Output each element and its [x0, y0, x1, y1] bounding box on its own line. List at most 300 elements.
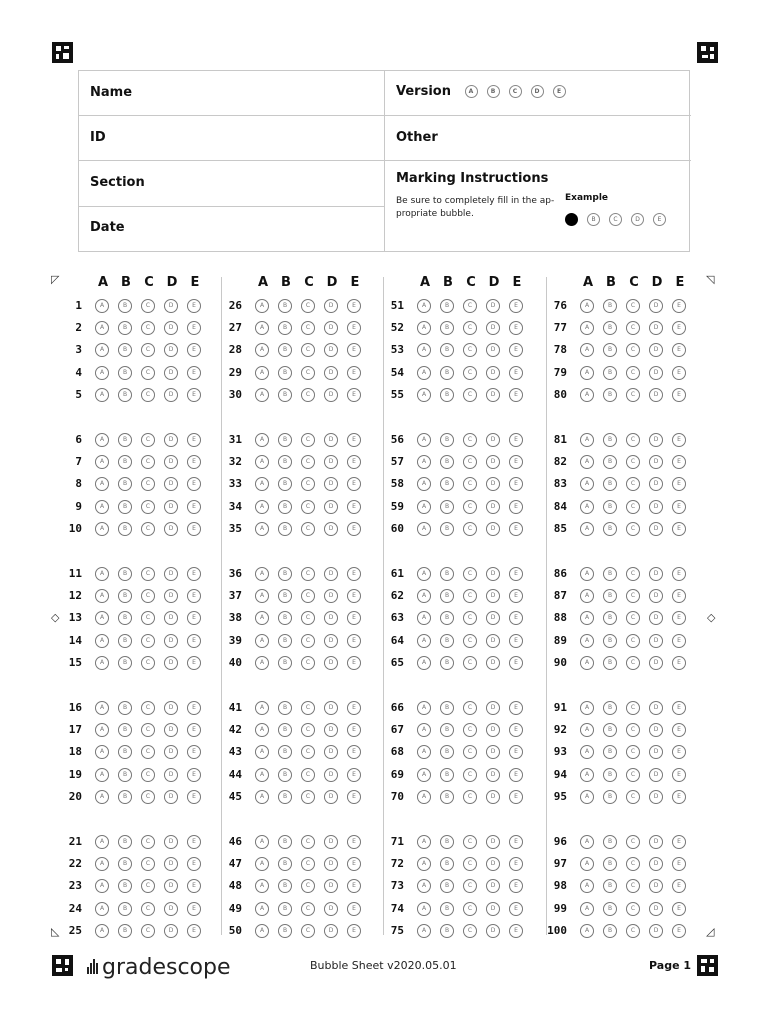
answer-bubble-35-d[interactable]: D: [324, 522, 338, 536]
answer-bubble-42-d[interactable]: D: [324, 723, 338, 737]
answer-bubble-28-a[interactable]: A: [255, 343, 269, 357]
answer-bubble-1-d[interactable]: D: [164, 299, 178, 313]
answer-bubble-80-c[interactable]: C: [626, 388, 640, 402]
answer-bubble-61-d[interactable]: D: [486, 567, 500, 581]
answer-bubble-54-b[interactable]: B: [440, 366, 454, 380]
answer-bubble-15-d[interactable]: D: [164, 656, 178, 670]
answer-bubble-16-e[interactable]: E: [187, 701, 201, 715]
answer-bubble-98-d[interactable]: D: [649, 879, 663, 893]
answer-bubble-43-b[interactable]: B: [278, 745, 292, 759]
answer-bubble-75-a[interactable]: A: [417, 924, 431, 938]
answer-bubble-32-c[interactable]: C: [301, 455, 315, 469]
answer-bubble-71-e[interactable]: E: [509, 835, 523, 849]
answer-bubble-81-c[interactable]: C: [626, 433, 640, 447]
answer-bubble-45-a[interactable]: A: [255, 790, 269, 804]
answer-bubble-17-e[interactable]: E: [187, 723, 201, 737]
answer-bubble-57-e[interactable]: E: [509, 455, 523, 469]
answer-bubble-64-e[interactable]: E: [509, 634, 523, 648]
answer-bubble-12-a[interactable]: A: [95, 589, 109, 603]
answer-bubble-66-e[interactable]: E: [509, 701, 523, 715]
answer-bubble-89-b[interactable]: B: [603, 634, 617, 648]
answer-bubble-3-c[interactable]: C: [141, 343, 155, 357]
answer-bubble-4-a[interactable]: A: [95, 366, 109, 380]
answer-bubble-100-d[interactable]: D: [649, 924, 663, 938]
answer-bubble-52-e[interactable]: E: [509, 321, 523, 335]
answer-bubble-31-e[interactable]: E: [347, 433, 361, 447]
answer-bubble-13-a[interactable]: A: [95, 611, 109, 625]
answer-bubble-30-a[interactable]: A: [255, 388, 269, 402]
answer-bubble-22-c[interactable]: C: [141, 857, 155, 871]
answer-bubble-53-c[interactable]: C: [463, 343, 477, 357]
answer-bubble-6-d[interactable]: D: [164, 433, 178, 447]
answer-bubble-20-b[interactable]: B: [118, 790, 132, 804]
answer-bubble-26-a[interactable]: A: [255, 299, 269, 313]
answer-bubble-37-a[interactable]: A: [255, 589, 269, 603]
answer-bubble-99-a[interactable]: A: [580, 902, 594, 916]
answer-bubble-89-d[interactable]: D: [649, 634, 663, 648]
answer-bubble-4-c[interactable]: C: [141, 366, 155, 380]
answer-bubble-91-d[interactable]: D: [649, 701, 663, 715]
answer-bubble-49-e[interactable]: E: [347, 902, 361, 916]
answer-bubble-76-d[interactable]: D: [649, 299, 663, 313]
answer-bubble-38-c[interactable]: C: [301, 611, 315, 625]
answer-bubble-77-b[interactable]: B: [603, 321, 617, 335]
answer-bubble-22-d[interactable]: D: [164, 857, 178, 871]
answer-bubble-54-a[interactable]: A: [417, 366, 431, 380]
answer-bubble-94-e[interactable]: E: [672, 768, 686, 782]
answer-bubble-63-e[interactable]: E: [509, 611, 523, 625]
answer-bubble-86-a[interactable]: A: [580, 567, 594, 581]
answer-bubble-51-b[interactable]: B: [440, 299, 454, 313]
answer-bubble-77-e[interactable]: E: [672, 321, 686, 335]
answer-bubble-85-b[interactable]: B: [603, 522, 617, 536]
answer-bubble-86-c[interactable]: C: [626, 567, 640, 581]
answer-bubble-28-c[interactable]: C: [301, 343, 315, 357]
answer-bubble-4-b[interactable]: B: [118, 366, 132, 380]
answer-bubble-9-c[interactable]: C: [141, 500, 155, 514]
answer-bubble-44-a[interactable]: A: [255, 768, 269, 782]
answer-bubble-70-c[interactable]: C: [463, 790, 477, 804]
answer-bubble-32-b[interactable]: B: [278, 455, 292, 469]
answer-bubble-49-c[interactable]: C: [301, 902, 315, 916]
answer-bubble-7-c[interactable]: C: [141, 455, 155, 469]
answer-bubble-23-a[interactable]: A: [95, 879, 109, 893]
answer-bubble-70-e[interactable]: E: [509, 790, 523, 804]
answer-bubble-95-a[interactable]: A: [580, 790, 594, 804]
answer-bubble-2-d[interactable]: D: [164, 321, 178, 335]
answer-bubble-69-a[interactable]: A: [417, 768, 431, 782]
answer-bubble-35-a[interactable]: A: [255, 522, 269, 536]
answer-bubble-88-a[interactable]: A: [580, 611, 594, 625]
answer-bubble-81-e[interactable]: E: [672, 433, 686, 447]
answer-bubble-65-c[interactable]: C: [463, 656, 477, 670]
answer-bubble-9-b[interactable]: B: [118, 500, 132, 514]
answer-bubble-45-c[interactable]: C: [301, 790, 315, 804]
answer-bubble-18-b[interactable]: B: [118, 745, 132, 759]
answer-bubble-87-e[interactable]: E: [672, 589, 686, 603]
answer-bubble-57-d[interactable]: D: [486, 455, 500, 469]
answer-bubble-76-a[interactable]: A: [580, 299, 594, 313]
answer-bubble-82-c[interactable]: C: [626, 455, 640, 469]
answer-bubble-45-b[interactable]: B: [278, 790, 292, 804]
answer-bubble-96-d[interactable]: D: [649, 835, 663, 849]
answer-bubble-92-a[interactable]: A: [580, 723, 594, 737]
answer-bubble-29-d[interactable]: D: [324, 366, 338, 380]
answer-bubble-8-d[interactable]: D: [164, 477, 178, 491]
answer-bubble-40-d[interactable]: D: [324, 656, 338, 670]
answer-bubble-66-c[interactable]: C: [463, 701, 477, 715]
answer-bubble-78-b[interactable]: B: [603, 343, 617, 357]
answer-bubble-78-a[interactable]: A: [580, 343, 594, 357]
answer-bubble-6-a[interactable]: A: [95, 433, 109, 447]
answer-bubble-3-a[interactable]: A: [95, 343, 109, 357]
answer-bubble-4-e[interactable]: E: [187, 366, 201, 380]
answer-bubble-72-b[interactable]: B: [440, 857, 454, 871]
answer-bubble-38-a[interactable]: A: [255, 611, 269, 625]
answer-bubble-5-d[interactable]: D: [164, 388, 178, 402]
answer-bubble-43-e[interactable]: E: [347, 745, 361, 759]
answer-bubble-53-b[interactable]: B: [440, 343, 454, 357]
answer-bubble-47-b[interactable]: B: [278, 857, 292, 871]
answer-bubble-96-b[interactable]: B: [603, 835, 617, 849]
answer-bubble-13-d[interactable]: D: [164, 611, 178, 625]
answer-bubble-20-d[interactable]: D: [164, 790, 178, 804]
answer-bubble-71-c[interactable]: C: [463, 835, 477, 849]
answer-bubble-44-e[interactable]: E: [347, 768, 361, 782]
answer-bubble-29-c[interactable]: C: [301, 366, 315, 380]
answer-bubble-72-a[interactable]: A: [417, 857, 431, 871]
answer-bubble-48-c[interactable]: C: [301, 879, 315, 893]
answer-bubble-48-e[interactable]: E: [347, 879, 361, 893]
answer-bubble-20-a[interactable]: A: [95, 790, 109, 804]
answer-bubble-88-c[interactable]: C: [626, 611, 640, 625]
answer-bubble-98-b[interactable]: B: [603, 879, 617, 893]
answer-bubble-49-d[interactable]: D: [324, 902, 338, 916]
answer-bubble-24-d[interactable]: D: [164, 902, 178, 916]
answer-bubble-26-e[interactable]: E: [347, 299, 361, 313]
answer-bubble-87-d[interactable]: D: [649, 589, 663, 603]
answer-bubble-3-b[interactable]: B: [118, 343, 132, 357]
answer-bubble-84-c[interactable]: C: [626, 500, 640, 514]
answer-bubble-11-d[interactable]: D: [164, 567, 178, 581]
answer-bubble-40-e[interactable]: E: [347, 656, 361, 670]
answer-bubble-55-e[interactable]: E: [509, 388, 523, 402]
answer-bubble-89-a[interactable]: A: [580, 634, 594, 648]
answer-bubble-21-e[interactable]: E: [187, 835, 201, 849]
answer-bubble-14-d[interactable]: D: [164, 634, 178, 648]
answer-bubble-56-b[interactable]: B: [440, 433, 454, 447]
answer-bubble-17-d[interactable]: D: [164, 723, 178, 737]
answer-bubble-32-e[interactable]: E: [347, 455, 361, 469]
answer-bubble-35-e[interactable]: E: [347, 522, 361, 536]
answer-bubble-32-d[interactable]: D: [324, 455, 338, 469]
answer-bubble-14-c[interactable]: C: [141, 634, 155, 648]
answer-bubble-58-b[interactable]: B: [440, 477, 454, 491]
answer-bubble-10-e[interactable]: E: [187, 522, 201, 536]
answer-bubble-1-b[interactable]: B: [118, 299, 132, 313]
answer-bubble-60-d[interactable]: D: [486, 522, 500, 536]
answer-bubble-8-c[interactable]: C: [141, 477, 155, 491]
answer-bubble-34-c[interactable]: C: [301, 500, 315, 514]
answer-bubble-8-a[interactable]: A: [95, 477, 109, 491]
answer-bubble-46-c[interactable]: C: [301, 835, 315, 849]
answer-bubble-27-e[interactable]: E: [347, 321, 361, 335]
answer-bubble-83-b[interactable]: B: [603, 477, 617, 491]
version-bubble-a[interactable]: A: [465, 85, 478, 98]
answer-bubble-39-d[interactable]: D: [324, 634, 338, 648]
answer-bubble-78-e[interactable]: E: [672, 343, 686, 357]
answer-bubble-90-a[interactable]: A: [580, 656, 594, 670]
answer-bubble-81-d[interactable]: D: [649, 433, 663, 447]
answer-bubble-36-b[interactable]: B: [278, 567, 292, 581]
answer-bubble-34-a[interactable]: A: [255, 500, 269, 514]
answer-bubble-28-e[interactable]: E: [347, 343, 361, 357]
answer-bubble-41-e[interactable]: E: [347, 701, 361, 715]
answer-bubble-84-e[interactable]: E: [672, 500, 686, 514]
id-field[interactable]: [79, 116, 385, 161]
answer-bubble-25-a[interactable]: A: [95, 924, 109, 938]
answer-bubble-99-e[interactable]: E: [672, 902, 686, 916]
answer-bubble-72-e[interactable]: E: [509, 857, 523, 871]
answer-bubble-8-e[interactable]: E: [187, 477, 201, 491]
answer-bubble-81-b[interactable]: B: [603, 433, 617, 447]
answer-bubble-44-c[interactable]: C: [301, 768, 315, 782]
answer-bubble-57-b[interactable]: B: [440, 455, 454, 469]
answer-bubble-95-b[interactable]: B: [603, 790, 617, 804]
answer-bubble-86-b[interactable]: B: [603, 567, 617, 581]
answer-bubble-83-d[interactable]: D: [649, 477, 663, 491]
answer-bubble-24-e[interactable]: E: [187, 902, 201, 916]
answer-bubble-67-e[interactable]: E: [509, 723, 523, 737]
answer-bubble-40-c[interactable]: C: [301, 656, 315, 670]
answer-bubble-3-d[interactable]: D: [164, 343, 178, 357]
answer-bubble-5-b[interactable]: B: [118, 388, 132, 402]
answer-bubble-91-a[interactable]: A: [580, 701, 594, 715]
answer-bubble-92-d[interactable]: D: [649, 723, 663, 737]
answer-bubble-21-b[interactable]: B: [118, 835, 132, 849]
answer-bubble-59-b[interactable]: B: [440, 500, 454, 514]
answer-bubble-53-d[interactable]: D: [486, 343, 500, 357]
answer-bubble-46-e[interactable]: E: [347, 835, 361, 849]
answer-bubble-62-e[interactable]: E: [509, 589, 523, 603]
answer-bubble-19-b[interactable]: B: [118, 768, 132, 782]
section-field[interactable]: [79, 161, 385, 207]
answer-bubble-60-e[interactable]: E: [509, 522, 523, 536]
answer-bubble-21-a[interactable]: A: [95, 835, 109, 849]
answer-bubble-54-d[interactable]: D: [486, 366, 500, 380]
answer-bubble-43-a[interactable]: A: [255, 745, 269, 759]
answer-bubble-22-e[interactable]: E: [187, 857, 201, 871]
answer-bubble-5-a[interactable]: A: [95, 388, 109, 402]
answer-bubble-5-c[interactable]: C: [141, 388, 155, 402]
version-bubble-c[interactable]: C: [509, 85, 522, 98]
answer-bubble-100-c[interactable]: C: [626, 924, 640, 938]
version-bubble-e[interactable]: E: [553, 85, 566, 98]
answer-bubble-7-b[interactable]: B: [118, 455, 132, 469]
answer-bubble-9-e[interactable]: E: [187, 500, 201, 514]
answer-bubble-38-b[interactable]: B: [278, 611, 292, 625]
answer-bubble-80-b[interactable]: B: [603, 388, 617, 402]
answer-bubble-14-e[interactable]: E: [187, 634, 201, 648]
answer-bubble-23-e[interactable]: E: [187, 879, 201, 893]
answer-bubble-42-c[interactable]: C: [301, 723, 315, 737]
answer-bubble-7-a[interactable]: A: [95, 455, 109, 469]
answer-bubble-68-d[interactable]: D: [486, 745, 500, 759]
answer-bubble-37-b[interactable]: B: [278, 589, 292, 603]
answer-bubble-82-b[interactable]: B: [603, 455, 617, 469]
answer-bubble-91-b[interactable]: B: [603, 701, 617, 715]
answer-bubble-79-c[interactable]: C: [626, 366, 640, 380]
answer-bubble-6-e[interactable]: E: [187, 433, 201, 447]
answer-bubble-31-c[interactable]: C: [301, 433, 315, 447]
answer-bubble-46-a[interactable]: A: [255, 835, 269, 849]
answer-bubble-73-b[interactable]: B: [440, 879, 454, 893]
answer-bubble-61-c[interactable]: C: [463, 567, 477, 581]
answer-bubble-100-a[interactable]: A: [580, 924, 594, 938]
answer-bubble-98-a[interactable]: A: [580, 879, 594, 893]
answer-bubble-59-d[interactable]: D: [486, 500, 500, 514]
answer-bubble-36-d[interactable]: D: [324, 567, 338, 581]
answer-bubble-47-e[interactable]: E: [347, 857, 361, 871]
answer-bubble-21-c[interactable]: C: [141, 835, 155, 849]
answer-bubble-75-b[interactable]: B: [440, 924, 454, 938]
answer-bubble-63-d[interactable]: D: [486, 611, 500, 625]
answer-bubble-7-d[interactable]: D: [164, 455, 178, 469]
answer-bubble-53-a[interactable]: A: [417, 343, 431, 357]
answer-bubble-38-d[interactable]: D: [324, 611, 338, 625]
answer-bubble-32-a[interactable]: A: [255, 455, 269, 469]
answer-bubble-55-c[interactable]: C: [463, 388, 477, 402]
answer-bubble-19-c[interactable]: C: [141, 768, 155, 782]
answer-bubble-76-b[interactable]: B: [603, 299, 617, 313]
answer-bubble-37-d[interactable]: D: [324, 589, 338, 603]
answer-bubble-40-b[interactable]: B: [278, 656, 292, 670]
answer-bubble-58-e[interactable]: E: [509, 477, 523, 491]
answer-bubble-61-e[interactable]: E: [509, 567, 523, 581]
answer-bubble-59-a[interactable]: A: [417, 500, 431, 514]
answer-bubble-59-e[interactable]: E: [509, 500, 523, 514]
answer-bubble-93-d[interactable]: D: [649, 745, 663, 759]
answer-bubble-70-b[interactable]: B: [440, 790, 454, 804]
answer-bubble-60-b[interactable]: B: [440, 522, 454, 536]
answer-bubble-64-d[interactable]: D: [486, 634, 500, 648]
answer-bubble-10-a[interactable]: A: [95, 522, 109, 536]
answer-bubble-90-b[interactable]: B: [603, 656, 617, 670]
answer-bubble-36-e[interactable]: E: [347, 567, 361, 581]
answer-bubble-97-a[interactable]: A: [580, 857, 594, 871]
answer-bubble-93-e[interactable]: E: [672, 745, 686, 759]
answer-bubble-93-c[interactable]: C: [626, 745, 640, 759]
answer-bubble-2-e[interactable]: E: [187, 321, 201, 335]
answer-bubble-80-e[interactable]: E: [672, 388, 686, 402]
answer-bubble-20-e[interactable]: E: [187, 790, 201, 804]
answer-bubble-2-c[interactable]: C: [141, 321, 155, 335]
answer-bubble-67-c[interactable]: C: [463, 723, 477, 737]
answer-bubble-65-e[interactable]: E: [509, 656, 523, 670]
answer-bubble-57-c[interactable]: C: [463, 455, 477, 469]
answer-bubble-35-c[interactable]: C: [301, 522, 315, 536]
answer-bubble-36-c[interactable]: C: [301, 567, 315, 581]
answer-bubble-76-e[interactable]: E: [672, 299, 686, 313]
answer-bubble-79-e[interactable]: E: [672, 366, 686, 380]
answer-bubble-33-e[interactable]: E: [347, 477, 361, 491]
answer-bubble-39-a[interactable]: A: [255, 634, 269, 648]
answer-bubble-90-d[interactable]: D: [649, 656, 663, 670]
answer-bubble-82-a[interactable]: A: [580, 455, 594, 469]
answer-bubble-71-a[interactable]: A: [417, 835, 431, 849]
answer-bubble-58-c[interactable]: C: [463, 477, 477, 491]
answer-bubble-27-a[interactable]: A: [255, 321, 269, 335]
answer-bubble-28-d[interactable]: D: [324, 343, 338, 357]
answer-bubble-93-a[interactable]: A: [580, 745, 594, 759]
answer-bubble-71-d[interactable]: D: [486, 835, 500, 849]
answer-bubble-79-d[interactable]: D: [649, 366, 663, 380]
answer-bubble-47-d[interactable]: D: [324, 857, 338, 871]
answer-bubble-83-a[interactable]: A: [580, 477, 594, 491]
answer-bubble-23-c[interactable]: C: [141, 879, 155, 893]
answer-bubble-73-c[interactable]: C: [463, 879, 477, 893]
answer-bubble-73-d[interactable]: D: [486, 879, 500, 893]
answer-bubble-88-d[interactable]: D: [649, 611, 663, 625]
other-field[interactable]: [385, 116, 691, 161]
answer-bubble-64-a[interactable]: A: [417, 634, 431, 648]
answer-bubble-81-a[interactable]: A: [580, 433, 594, 447]
answer-bubble-25-d[interactable]: D: [164, 924, 178, 938]
answer-bubble-63-b[interactable]: B: [440, 611, 454, 625]
answer-bubble-68-a[interactable]: A: [417, 745, 431, 759]
answer-bubble-94-a[interactable]: A: [580, 768, 594, 782]
answer-bubble-22-b[interactable]: B: [118, 857, 132, 871]
answer-bubble-24-b[interactable]: B: [118, 902, 132, 916]
answer-bubble-52-d[interactable]: D: [486, 321, 500, 335]
answer-bubble-3-e[interactable]: E: [187, 343, 201, 357]
answer-bubble-92-e[interactable]: E: [672, 723, 686, 737]
answer-bubble-9-d[interactable]: D: [164, 500, 178, 514]
answer-bubble-50-d[interactable]: D: [324, 924, 338, 938]
answer-bubble-23-b[interactable]: B: [118, 879, 132, 893]
answer-bubble-65-d[interactable]: D: [486, 656, 500, 670]
answer-bubble-13-b[interactable]: B: [118, 611, 132, 625]
answer-bubble-26-d[interactable]: D: [324, 299, 338, 313]
answer-bubble-80-d[interactable]: D: [649, 388, 663, 402]
answer-bubble-69-d[interactable]: D: [486, 768, 500, 782]
answer-bubble-85-c[interactable]: C: [626, 522, 640, 536]
answer-bubble-33-a[interactable]: A: [255, 477, 269, 491]
answer-bubble-33-b[interactable]: B: [278, 477, 292, 491]
answer-bubble-29-e[interactable]: E: [347, 366, 361, 380]
answer-bubble-93-b[interactable]: B: [603, 745, 617, 759]
answer-bubble-16-d[interactable]: D: [164, 701, 178, 715]
answer-bubble-10-d[interactable]: D: [164, 522, 178, 536]
answer-bubble-18-d[interactable]: D: [164, 745, 178, 759]
answer-bubble-87-a[interactable]: A: [580, 589, 594, 603]
answer-bubble-74-e[interactable]: E: [509, 902, 523, 916]
answer-bubble-37-e[interactable]: E: [347, 589, 361, 603]
date-field[interactable]: [79, 207, 385, 252]
answer-bubble-42-a[interactable]: A: [255, 723, 269, 737]
answer-bubble-72-c[interactable]: C: [463, 857, 477, 871]
answer-bubble-55-b[interactable]: B: [440, 388, 454, 402]
answer-bubble-51-d[interactable]: D: [486, 299, 500, 313]
answer-bubble-75-e[interactable]: E: [509, 924, 523, 938]
answer-bubble-46-d[interactable]: D: [324, 835, 338, 849]
answer-bubble-39-e[interactable]: E: [347, 634, 361, 648]
answer-bubble-96-e[interactable]: E: [672, 835, 686, 849]
answer-bubble-61-b[interactable]: B: [440, 567, 454, 581]
answer-bubble-78-d[interactable]: D: [649, 343, 663, 357]
answer-bubble-82-d[interactable]: D: [649, 455, 663, 469]
answer-bubble-15-e[interactable]: E: [187, 656, 201, 670]
